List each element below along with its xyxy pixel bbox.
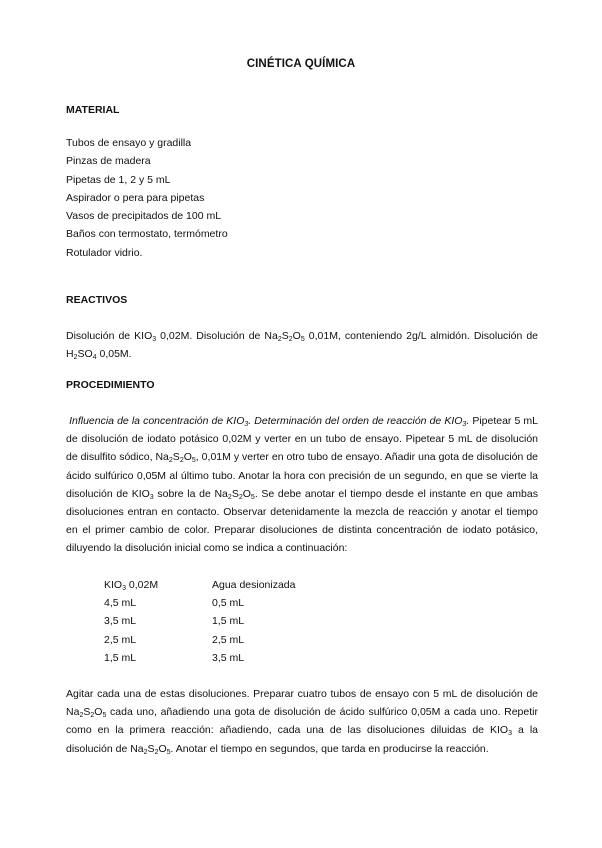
table-row [104,649,352,667]
table-cell: 1,5 mL [212,615,245,628]
table-row [104,612,352,630]
list-item: Pinzas de madera [66,155,151,168]
procedimiento-paragraph: Influencia de la concentración de $KIO_3$. Determinación del orden de reacción de $KIO_3$. Pipetear 5 mL de disolución de iodato potásico 0,02M y verter en un tubo de ensayo. Pipetear 5 mL de disolución de disulfito sódico, $Na_2S_2O_5$, 0,01M y verter en otro tubo de ensayo. Añadir una gota de disolución de ácido sulfúrico 0,05M al último tubo. Anotar la hora con precisión de un segundo, en que se vierte la disolución de $KIO_3$ sobre la de $Na_2S_2O_5$. Se debe anotar el tiempo desde el instante en que ambas disoluciones entran en contacto. Observar detenidamente la mezcla de reacción y anotar el tiempo en el primer cambio de color. Preparar disoluciones de distinta concentración de iodato potásico, diluyendo la disolución inicial como se indica a continuación: [66,415,538,555]
table-cell: 2,5 mL [104,633,137,646]
material-heading: MATERIAL [66,104,120,116]
final-paragraph: Agitar cada una de estas disoluciones. Preparar cuatro tubos de ensayo con 5 mL de disolución de $Na_2S_2O_5$ cada uno, añadiendo una gota de disolución de ácido sulfúrico 0,05M a cada uno. Repetir como en la primera reacción: añadiendo, cada una de las disoluciones diluidas de $KIO_3$ a la disolución de $Na_2S_2O_5$. Anotar el tiempo en segundos, que tarda en producirse la reacción. [66,688,538,756]
list-item: Vasos de precipitados de 100 mL [66,210,222,223]
table-cell: 3,5 mL [104,615,137,628]
material-list [66,134,228,262]
reactivos-paragraph: Disolución de $KIO_3$ 0,02M. Disolución de $Na_2S_2O_5$ 0,01M, conteniendo 2g/L almidón. Disolución de $H_2SO_4$ 0,05M. [66,330,538,362]
table-cell: 2,5 mL [212,633,245,646]
table-cell: 0,5 mL [212,597,245,610]
list-item: Aspirador o pera para pipetas [66,191,205,204]
dilution-table [104,576,352,667]
procedimiento-heading: PROCEDIMIENTO [66,379,155,391]
table-cell: 1,5 mL [104,651,137,664]
table-header: $KIO_3$ 0,02M Agua desionizada [104,576,352,594]
reactivos-heading: REACTIVOS [66,294,128,306]
list-item: Baños con termostato, termómetro [66,228,228,241]
list-item: Rotulador vidrio. [66,246,143,259]
list-item: Pipetas de 1, 2 y 5 mL [66,173,171,186]
table-row [104,594,352,612]
table-cell: 4,5 mL [104,597,137,610]
table-cell: 3,5 mL [212,651,245,664]
page-title: CINÉTICA QUÍMICA [246,58,356,70]
list-item: Tubos de ensayo y gradilla [66,137,192,149]
table-header-cell: Agua desionizada [212,579,296,591]
table-row [104,631,352,649]
